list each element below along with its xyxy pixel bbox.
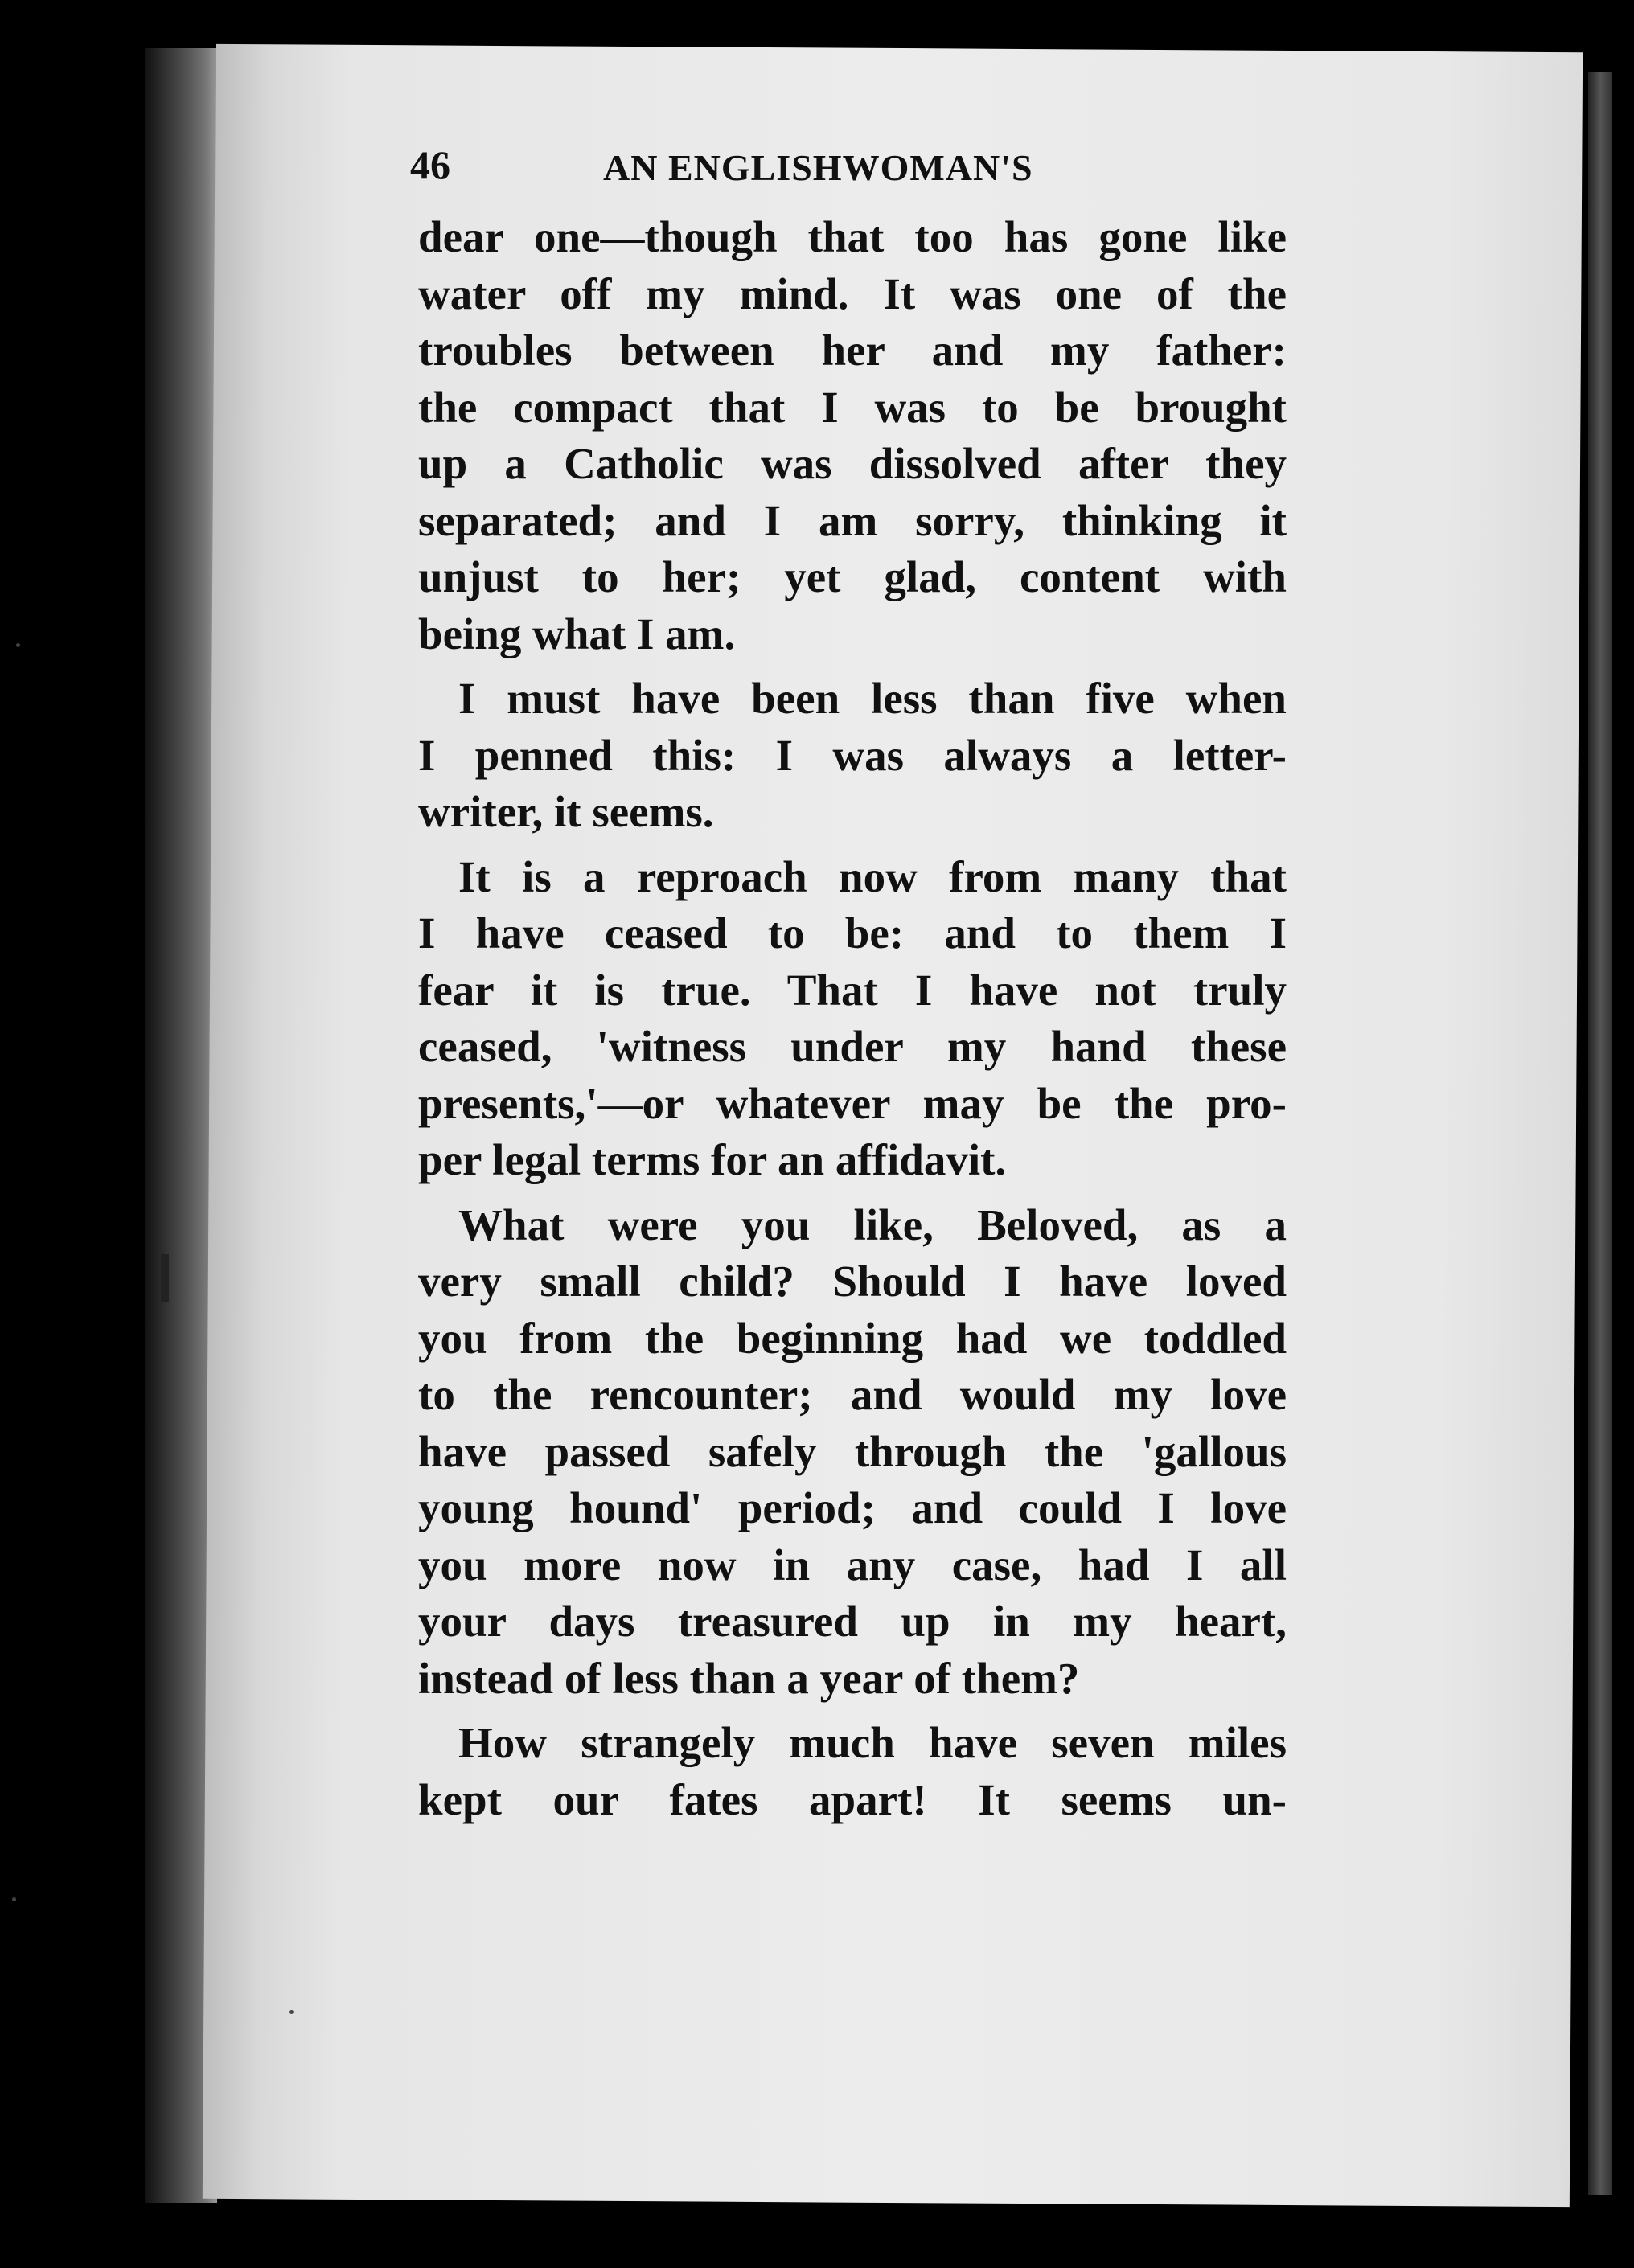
paragraph xyxy=(418,849,1287,1189)
text-line: very small child? Should I have loved xyxy=(418,1257,1287,1306)
text-line: fear it is true. That I have not truly xyxy=(418,965,1287,1015)
text-line: I have ceased to be: and to them I xyxy=(418,908,1287,958)
text-line: separated; and I am sorry, thinking it xyxy=(418,495,1287,545)
text-line: writer, it seems. xyxy=(418,787,714,836)
paragraph xyxy=(418,1197,1287,1708)
text-line: presents,'—or whatever may be the pro- xyxy=(418,1078,1287,1128)
text-line: What were you like, Beloved, as a xyxy=(458,1200,1287,1249)
text-line: How strangely much have seven miles xyxy=(458,1718,1287,1767)
text-line: up a Catholic was dissolved after they xyxy=(418,439,1287,488)
text-line: troubles between her and my father: xyxy=(418,326,1287,375)
text-line: being what I am. xyxy=(418,609,736,658)
text-line: instead of less than a year of them? xyxy=(418,1653,1080,1703)
paragraph xyxy=(418,671,1287,841)
text-line: water off my mind. It was one of the xyxy=(418,269,1287,318)
paragraph xyxy=(418,209,1287,662)
running-head: AN ENGLISHWOMAN'S xyxy=(603,147,1033,188)
text-line: to the rencounter; and would my love xyxy=(418,1370,1287,1419)
page-header xyxy=(410,141,1295,206)
text-line: the compact that I was to be brought xyxy=(418,382,1287,432)
text-line: ceased, 'witness under my hand these xyxy=(418,1022,1287,1071)
text-line: I penned this: I was always a letter- xyxy=(418,730,1287,780)
text-line: have passed safely through the 'gallous xyxy=(418,1426,1287,1476)
text-line: young hound' period; and could I love xyxy=(418,1483,1287,1532)
text-line: unjust to her; yet glad, content with xyxy=(418,552,1287,601)
text-line: you from the beginning had we toddled xyxy=(418,1313,1287,1363)
text-line: you more now in any case, had I all xyxy=(418,1540,1287,1589)
text-line: your days treasured up in my heart, xyxy=(418,1597,1287,1646)
right-page-edge xyxy=(1588,72,1612,2195)
page-number: 46 xyxy=(410,142,450,187)
text-line: I must have been less than five when xyxy=(458,674,1287,723)
scan-speck xyxy=(289,2010,294,2014)
body-text xyxy=(418,209,1287,1828)
scan-speck xyxy=(12,1897,16,1901)
binding-mark xyxy=(161,1254,169,1302)
text-line: dear one—though that too has gone like xyxy=(418,212,1287,261)
paragraph xyxy=(418,1715,1287,1828)
scan-speck xyxy=(16,643,20,647)
text-line: kept our fates apart! It seems un- xyxy=(418,1774,1287,1824)
text-line: It is a reproach now from many that xyxy=(458,851,1287,901)
text-line: per legal terms for an affidavit. xyxy=(418,1135,1007,1184)
